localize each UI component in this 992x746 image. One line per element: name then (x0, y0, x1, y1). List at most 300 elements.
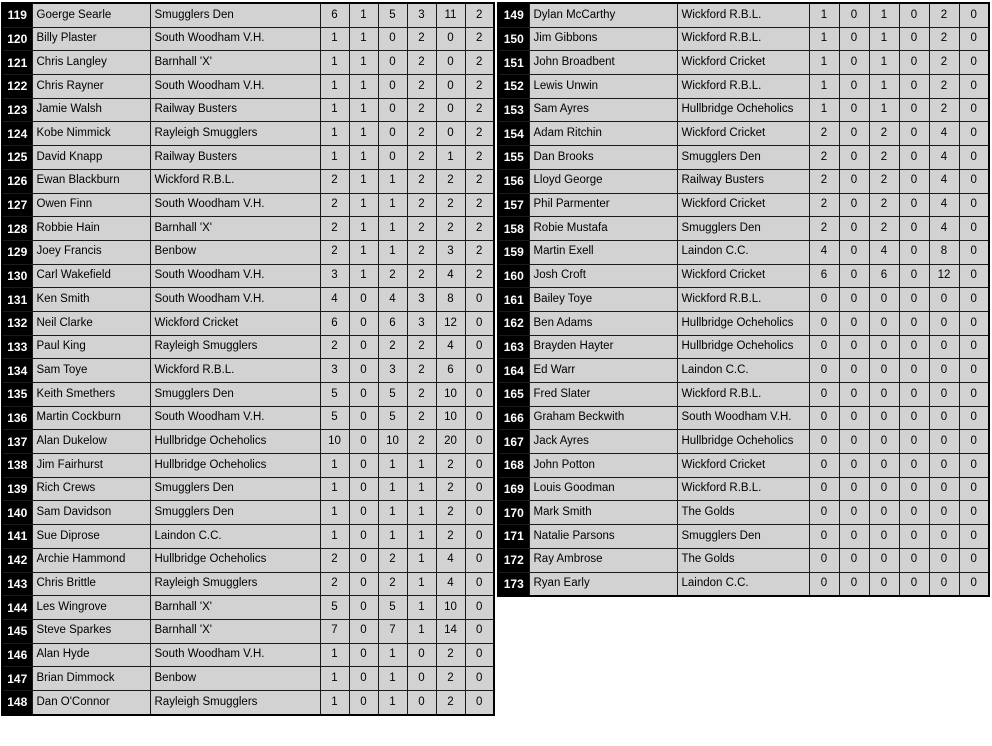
stat-cell[interactable]: 0 (899, 217, 929, 241)
stat-cell[interactable]: 0 (959, 525, 989, 549)
player-id-cell[interactable]: 170 (498, 501, 529, 525)
stat-cell[interactable]: 3 (407, 3, 436, 27)
stat-cell[interactable]: 0 (929, 430, 959, 454)
stat-cell[interactable]: 1 (378, 217, 407, 241)
team-cell[interactable]: South Woodham V.H. (150, 643, 320, 667)
team-cell[interactable]: The Golds (677, 548, 809, 572)
stat-cell[interactable]: 0 (349, 454, 378, 478)
stat-cell[interactable]: 0 (899, 240, 929, 264)
stat-cell[interactable]: 1 (378, 501, 407, 525)
player-id-cell[interactable]: 173 (498, 572, 529, 596)
team-cell[interactable]: Benbow (150, 667, 320, 691)
stat-cell[interactable]: 0 (839, 264, 869, 288)
player-name-cell[interactable]: Sam Toye (32, 359, 150, 383)
stat-cell[interactable]: 0 (899, 122, 929, 146)
stat-cell[interactable]: 4 (929, 122, 959, 146)
stat-cell[interactable]: 0 (378, 27, 407, 51)
stat-cell[interactable]: 4 (929, 193, 959, 217)
stat-cell[interactable]: 0 (809, 359, 839, 383)
stat-cell[interactable]: 0 (349, 406, 378, 430)
stat-cell[interactable]: 0 (465, 359, 494, 383)
player-name-cell[interactable]: Ben Adams (529, 311, 677, 335)
stat-cell[interactable]: 1 (320, 501, 349, 525)
stat-cell[interactable]: 0 (869, 525, 899, 549)
player-name-cell[interactable]: Dylan McCarthy (529, 3, 677, 27)
stat-cell[interactable]: 0 (839, 193, 869, 217)
stat-cell[interactable]: 1 (320, 667, 349, 691)
player-name-cell[interactable]: Jack Ayres (529, 430, 677, 454)
team-cell[interactable]: Wickford Cricket (677, 193, 809, 217)
stat-cell[interactable]: 0 (349, 288, 378, 312)
stat-cell[interactable]: 0 (809, 335, 839, 359)
stat-cell[interactable]: 0 (959, 51, 989, 75)
stat-cell[interactable]: 2 (465, 240, 494, 264)
stat-cell[interactable]: 0 (465, 596, 494, 620)
player-id-cell[interactable]: 119 (2, 3, 32, 27)
team-cell[interactable]: Hullbridge Ocheholics (677, 311, 809, 335)
player-name-cell[interactable]: Rich Crews (32, 477, 150, 501)
player-id-cell[interactable]: 120 (2, 27, 32, 51)
stat-cell[interactable]: 0 (959, 217, 989, 241)
player-name-cell[interactable]: Alan Hyde (32, 643, 150, 667)
team-cell[interactable]: Wickford R.B.L. (677, 477, 809, 501)
player-name-cell[interactable]: Joey Francis (32, 240, 150, 264)
stat-cell[interactable]: 1 (407, 501, 436, 525)
stat-cell[interactable]: 10 (436, 383, 465, 407)
stat-cell[interactable]: 1 (407, 548, 436, 572)
player-name-cell[interactable]: Lloyd George (529, 169, 677, 193)
stat-cell[interactable]: 0 (839, 75, 869, 99)
stat-cell[interactable]: 2 (407, 193, 436, 217)
stat-cell[interactable]: 0 (839, 383, 869, 407)
stat-cell[interactable]: 0 (465, 383, 494, 407)
stat-cell[interactable]: 0 (929, 335, 959, 359)
team-cell[interactable]: Wickford Cricket (677, 454, 809, 478)
stat-cell[interactable]: 0 (465, 311, 494, 335)
stat-cell[interactable]: 3 (407, 311, 436, 335)
stat-cell[interactable]: 0 (839, 3, 869, 27)
stat-cell[interactable]: 0 (899, 264, 929, 288)
team-cell[interactable]: Wickford R.B.L. (677, 75, 809, 99)
stat-cell[interactable]: 0 (869, 501, 899, 525)
stat-cell[interactable]: 0 (899, 335, 929, 359)
stat-cell[interactable]: 2 (465, 98, 494, 122)
player-id-cell[interactable]: 132 (2, 311, 32, 335)
team-cell[interactable]: Smugglers Den (150, 501, 320, 525)
player-name-cell[interactable]: Fred Slater (529, 383, 677, 407)
stat-cell[interactable]: 0 (839, 335, 869, 359)
player-id-cell[interactable]: 171 (498, 525, 529, 549)
player-id-cell[interactable]: 167 (498, 430, 529, 454)
stat-cell[interactable]: 2 (465, 122, 494, 146)
team-cell[interactable]: Wickford R.B.L. (150, 359, 320, 383)
stat-cell[interactable]: 2 (869, 193, 899, 217)
stat-cell[interactable]: 0 (349, 643, 378, 667)
stat-cell[interactable]: 0 (959, 193, 989, 217)
player-id-cell[interactable]: 153 (498, 98, 529, 122)
player-name-cell[interactable]: Robbie Hain (32, 217, 150, 241)
stat-cell[interactable]: 4 (378, 288, 407, 312)
stat-cell[interactable]: 0 (839, 98, 869, 122)
stat-cell[interactable]: 2 (869, 217, 899, 241)
stat-cell[interactable]: 1 (349, 51, 378, 75)
stat-cell[interactable]: 4 (929, 169, 959, 193)
stat-cell[interactable]: 6 (436, 359, 465, 383)
player-id-cell[interactable]: 159 (498, 240, 529, 264)
stat-cell[interactable]: 0 (436, 75, 465, 99)
player-id-cell[interactable]: 151 (498, 51, 529, 75)
stat-cell[interactable]: 0 (899, 548, 929, 572)
stat-cell[interactable]: 2 (436, 454, 465, 478)
player-name-cell[interactable]: Steve Sparkes (32, 619, 150, 643)
player-id-cell[interactable]: 166 (498, 406, 529, 430)
player-name-cell[interactable]: Sam Davidson (32, 501, 150, 525)
stat-cell[interactable]: 0 (959, 3, 989, 27)
stat-cell[interactable]: 2 (407, 406, 436, 430)
player-id-cell[interactable]: 130 (2, 264, 32, 288)
stat-cell[interactable]: 1 (378, 193, 407, 217)
player-id-cell[interactable]: 134 (2, 359, 32, 383)
player-name-cell[interactable]: Ewan Blackburn (32, 169, 150, 193)
team-cell[interactable]: Rayleigh Smugglers (150, 122, 320, 146)
stat-cell[interactable]: 2 (869, 169, 899, 193)
player-name-cell[interactable]: Natalie Parsons (529, 525, 677, 549)
stat-cell[interactable]: 0 (809, 548, 839, 572)
stat-cell[interactable]: 0 (839, 169, 869, 193)
stat-cell[interactable]: 0 (349, 619, 378, 643)
stat-cell[interactable]: 0 (839, 501, 869, 525)
stat-cell[interactable]: 0 (869, 572, 899, 596)
stat-cell[interactable]: 0 (929, 311, 959, 335)
player-name-cell[interactable]: Les Wingrove (32, 596, 150, 620)
stat-cell[interactable]: 1 (378, 477, 407, 501)
stat-cell[interactable]: 0 (899, 288, 929, 312)
team-cell[interactable]: South Woodham V.H. (150, 288, 320, 312)
stat-cell[interactable]: 1 (320, 690, 349, 714)
stat-cell[interactable]: 0 (899, 359, 929, 383)
player-id-cell[interactable]: 135 (2, 383, 32, 407)
team-cell[interactable]: Rayleigh Smugglers (150, 690, 320, 714)
stat-cell[interactable]: 0 (959, 548, 989, 572)
stat-cell[interactable]: 3 (436, 240, 465, 264)
stat-cell[interactable]: 0 (929, 454, 959, 478)
player-id-cell[interactable]: 148 (2, 690, 32, 714)
team-cell[interactable]: South Woodham V.H. (150, 406, 320, 430)
stat-cell[interactable]: 0 (959, 122, 989, 146)
stat-cell[interactable]: 6 (378, 311, 407, 335)
team-cell[interactable]: Barnhall 'X' (150, 596, 320, 620)
stat-cell[interactable]: 0 (839, 146, 869, 170)
stat-cell[interactable]: 0 (465, 548, 494, 572)
stat-cell[interactable]: 2 (869, 146, 899, 170)
stat-cell[interactable]: 2 (465, 217, 494, 241)
stat-cell[interactable]: 2 (465, 75, 494, 99)
team-cell[interactable]: South Woodham V.H. (150, 193, 320, 217)
stat-cell[interactable]: 8 (929, 240, 959, 264)
stat-cell[interactable]: 8 (436, 288, 465, 312)
player-id-cell[interactable]: 163 (498, 335, 529, 359)
stat-cell[interactable]: 0 (959, 146, 989, 170)
team-cell[interactable]: The Golds (677, 501, 809, 525)
player-name-cell[interactable]: Goerge Searle (32, 3, 150, 27)
stat-cell[interactable]: 0 (809, 454, 839, 478)
team-cell[interactable]: Hullbridge Ocheholics (677, 98, 809, 122)
stat-cell[interactable]: 5 (378, 406, 407, 430)
stat-cell[interactable]: 2 (320, 548, 349, 572)
player-name-cell[interactable]: Adam Ritchin (529, 122, 677, 146)
stat-cell[interactable]: 0 (899, 75, 929, 99)
stat-cell[interactable]: 2 (929, 98, 959, 122)
stat-cell[interactable]: 1 (407, 596, 436, 620)
player-id-cell[interactable]: 123 (2, 98, 32, 122)
player-id-cell[interactable]: 122 (2, 75, 32, 99)
player-id-cell[interactable]: 156 (498, 169, 529, 193)
stat-cell[interactable]: 2 (809, 146, 839, 170)
player-name-cell[interactable]: Ken Smith (32, 288, 150, 312)
player-name-cell[interactable]: Jim Fairhurst (32, 454, 150, 478)
stat-cell[interactable]: 2 (436, 169, 465, 193)
stat-cell[interactable]: 3 (378, 359, 407, 383)
stat-cell[interactable]: 2 (929, 27, 959, 51)
stat-cell[interactable]: 2 (929, 75, 959, 99)
stat-cell[interactable]: 0 (869, 383, 899, 407)
stat-cell[interactable]: 0 (959, 264, 989, 288)
stat-cell[interactable]: 0 (959, 335, 989, 359)
stat-cell[interactable]: 3 (320, 359, 349, 383)
player-name-cell[interactable]: Dan O'Connor (32, 690, 150, 714)
stat-cell[interactable]: 1 (320, 477, 349, 501)
stat-cell[interactable]: 10 (436, 596, 465, 620)
stat-cell[interactable]: 0 (465, 501, 494, 525)
stat-cell[interactable]: 6 (320, 3, 349, 27)
stat-cell[interactable]: 2 (320, 169, 349, 193)
team-cell[interactable]: Rayleigh Smugglers (150, 572, 320, 596)
player-id-cell[interactable]: 162 (498, 311, 529, 335)
stat-cell[interactable]: 0 (929, 501, 959, 525)
stat-cell[interactable]: 1 (809, 27, 839, 51)
stat-cell[interactable]: 0 (959, 430, 989, 454)
stat-cell[interactable]: 2 (436, 525, 465, 549)
team-cell[interactable]: Hullbridge Ocheholics (677, 335, 809, 359)
stat-cell[interactable]: 0 (378, 146, 407, 170)
stat-cell[interactable]: 0 (809, 525, 839, 549)
stat-cell[interactable]: 2 (929, 51, 959, 75)
player-id-cell[interactable]: 129 (2, 240, 32, 264)
stat-cell[interactable]: 2 (407, 75, 436, 99)
stat-cell[interactable]: 2 (436, 643, 465, 667)
team-cell[interactable]: Wickford Cricket (677, 264, 809, 288)
stat-cell[interactable]: 2 (320, 217, 349, 241)
stat-cell[interactable]: 1 (349, 217, 378, 241)
stat-cell[interactable]: 0 (839, 122, 869, 146)
stat-cell[interactable]: 5 (378, 3, 407, 27)
stat-cell[interactable]: 0 (465, 619, 494, 643)
stat-cell[interactable]: 0 (869, 406, 899, 430)
stat-cell[interactable]: 1 (407, 572, 436, 596)
team-cell[interactable]: Railway Busters (677, 169, 809, 193)
stat-cell[interactable]: 1 (320, 643, 349, 667)
stat-cell[interactable]: 2 (407, 430, 436, 454)
stat-cell[interactable]: 0 (465, 406, 494, 430)
stat-cell[interactable]: 0 (839, 525, 869, 549)
stat-cell[interactable]: 2 (465, 264, 494, 288)
player-name-cell[interactable]: Keith Smethers (32, 383, 150, 407)
stat-cell[interactable]: 1 (378, 240, 407, 264)
stat-cell[interactable]: 2 (407, 217, 436, 241)
stat-cell[interactable]: 2 (378, 548, 407, 572)
player-id-cell[interactable]: 169 (498, 477, 529, 501)
stat-cell[interactable]: 0 (839, 430, 869, 454)
stat-cell[interactable]: 0 (465, 667, 494, 691)
stat-cell[interactable]: 0 (378, 98, 407, 122)
player-id-cell[interactable]: 157 (498, 193, 529, 217)
player-id-cell[interactable]: 168 (498, 454, 529, 478)
stat-cell[interactable]: 5 (320, 406, 349, 430)
team-cell[interactable]: South Woodham V.H. (677, 406, 809, 430)
stat-cell[interactable]: 1 (320, 146, 349, 170)
team-cell[interactable]: Laindon C.C. (677, 572, 809, 596)
team-cell[interactable]: Railway Busters (150, 98, 320, 122)
stat-cell[interactable]: 0 (436, 122, 465, 146)
stat-cell[interactable]: 2 (378, 264, 407, 288)
stat-cell[interactable]: 1 (378, 643, 407, 667)
stat-cell[interactable]: 2 (436, 217, 465, 241)
player-name-cell[interactable]: Ryan Early (529, 572, 677, 596)
stat-cell[interactable]: 0 (899, 477, 929, 501)
stat-cell[interactable]: 0 (465, 454, 494, 478)
stat-cell[interactable]: 2 (320, 240, 349, 264)
stat-cell[interactable]: 0 (436, 27, 465, 51)
stat-cell[interactable]: 0 (899, 572, 929, 596)
stat-cell[interactable]: 2 (465, 146, 494, 170)
player-id-cell[interactable]: 158 (498, 217, 529, 241)
stat-cell[interactable]: 0 (959, 406, 989, 430)
stat-cell[interactable]: 1 (320, 98, 349, 122)
stat-cell[interactable]: 0 (349, 596, 378, 620)
player-name-cell[interactable]: David Knapp (32, 146, 150, 170)
team-cell[interactable]: Smugglers Den (677, 146, 809, 170)
player-name-cell[interactable]: Carl Wakefield (32, 264, 150, 288)
stat-cell[interactable]: 0 (899, 98, 929, 122)
stat-cell[interactable]: 0 (929, 288, 959, 312)
team-cell[interactable]: Hullbridge Ocheholics (150, 430, 320, 454)
team-cell[interactable]: Smugglers Den (677, 217, 809, 241)
player-name-cell[interactable]: Archie Hammond (32, 548, 150, 572)
team-cell[interactable]: Wickford Cricket (150, 311, 320, 335)
stat-cell[interactable]: 0 (899, 501, 929, 525)
stat-cell[interactable]: 0 (929, 572, 959, 596)
player-id-cell[interactable]: 136 (2, 406, 32, 430)
stat-cell[interactable]: 0 (959, 383, 989, 407)
stat-cell[interactable]: 1 (869, 27, 899, 51)
player-name-cell[interactable]: John Broadbent (529, 51, 677, 75)
stat-cell[interactable]: 2 (929, 3, 959, 27)
stat-cell[interactable]: 0 (465, 430, 494, 454)
player-id-cell[interactable]: 145 (2, 619, 32, 643)
stat-cell[interactable]: 4 (929, 217, 959, 241)
stat-cell[interactable]: 0 (407, 667, 436, 691)
player-id-cell[interactable]: 128 (2, 217, 32, 241)
stat-cell[interactable]: 0 (899, 525, 929, 549)
stat-cell[interactable]: 2 (465, 27, 494, 51)
player-name-cell[interactable]: Brian Dimmock (32, 667, 150, 691)
stat-cell[interactable]: 2 (436, 193, 465, 217)
team-cell[interactable]: Barnhall 'X' (150, 619, 320, 643)
stat-cell[interactable]: 4 (929, 146, 959, 170)
stat-cell[interactable]: 0 (839, 311, 869, 335)
stat-cell[interactable]: 2 (407, 122, 436, 146)
team-cell[interactable]: Laindon C.C. (677, 359, 809, 383)
stat-cell[interactable]: 0 (465, 288, 494, 312)
stat-cell[interactable]: 1 (407, 454, 436, 478)
stat-cell[interactable]: 0 (349, 690, 378, 714)
stat-cell[interactable]: 1 (349, 240, 378, 264)
team-cell[interactable]: Smugglers Den (150, 383, 320, 407)
stat-cell[interactable]: 12 (929, 264, 959, 288)
stat-cell[interactable]: 4 (809, 240, 839, 264)
stat-cell[interactable]: 0 (899, 406, 929, 430)
stat-cell[interactable]: 2 (809, 193, 839, 217)
player-id-cell[interactable]: 126 (2, 169, 32, 193)
stat-cell[interactable]: 1 (320, 454, 349, 478)
team-cell[interactable]: Smugglers Den (150, 3, 320, 27)
stat-cell[interactable]: 2 (436, 501, 465, 525)
stat-cell[interactable]: 1 (349, 3, 378, 27)
stat-cell[interactable]: 0 (839, 27, 869, 51)
stat-cell[interactable]: 0 (869, 477, 899, 501)
stat-cell[interactable]: 0 (349, 525, 378, 549)
player-id-cell[interactable]: 161 (498, 288, 529, 312)
stat-cell[interactable]: 0 (349, 548, 378, 572)
stat-cell[interactable]: 1 (349, 98, 378, 122)
stat-cell[interactable]: 2 (809, 169, 839, 193)
player-id-cell[interactable]: 165 (498, 383, 529, 407)
stat-cell[interactable]: 1 (320, 525, 349, 549)
stat-cell[interactable]: 0 (959, 169, 989, 193)
stat-cell[interactable]: 5 (320, 383, 349, 407)
stat-cell[interactable]: 2 (465, 3, 494, 27)
team-cell[interactable]: Rayleigh Smugglers (150, 335, 320, 359)
stat-cell[interactable]: 1 (436, 146, 465, 170)
player-id-cell[interactable]: 138 (2, 454, 32, 478)
stat-cell[interactable]: 1 (320, 27, 349, 51)
player-name-cell[interactable]: Chris Langley (32, 51, 150, 75)
team-cell[interactable]: Smugglers Den (677, 525, 809, 549)
stat-cell[interactable]: 7 (378, 619, 407, 643)
player-id-cell[interactable]: 140 (2, 501, 32, 525)
stat-cell[interactable]: 7 (320, 619, 349, 643)
stat-cell[interactable]: 0 (899, 169, 929, 193)
stat-cell[interactable]: 0 (899, 383, 929, 407)
player-name-cell[interactable]: Kobe Nimmick (32, 122, 150, 146)
stat-cell[interactable]: 0 (899, 311, 929, 335)
stat-cell[interactable]: 2 (465, 193, 494, 217)
team-cell[interactable]: Laindon C.C. (677, 240, 809, 264)
player-id-cell[interactable]: 155 (498, 146, 529, 170)
stat-cell[interactable]: 0 (869, 454, 899, 478)
stat-cell[interactable]: 11 (436, 3, 465, 27)
player-id-cell[interactable]: 121 (2, 51, 32, 75)
stat-cell[interactable]: 2 (407, 359, 436, 383)
stat-cell[interactable]: 0 (929, 525, 959, 549)
player-name-cell[interactable]: Jim Gibbons (529, 27, 677, 51)
player-name-cell[interactable]: Ed Warr (529, 359, 677, 383)
stat-cell[interactable]: 0 (839, 51, 869, 75)
stat-cell[interactable]: 0 (869, 288, 899, 312)
team-cell[interactable]: Barnhall 'X' (150, 51, 320, 75)
stat-cell[interactable]: 0 (349, 383, 378, 407)
player-name-cell[interactable]: Sue Diprose (32, 525, 150, 549)
